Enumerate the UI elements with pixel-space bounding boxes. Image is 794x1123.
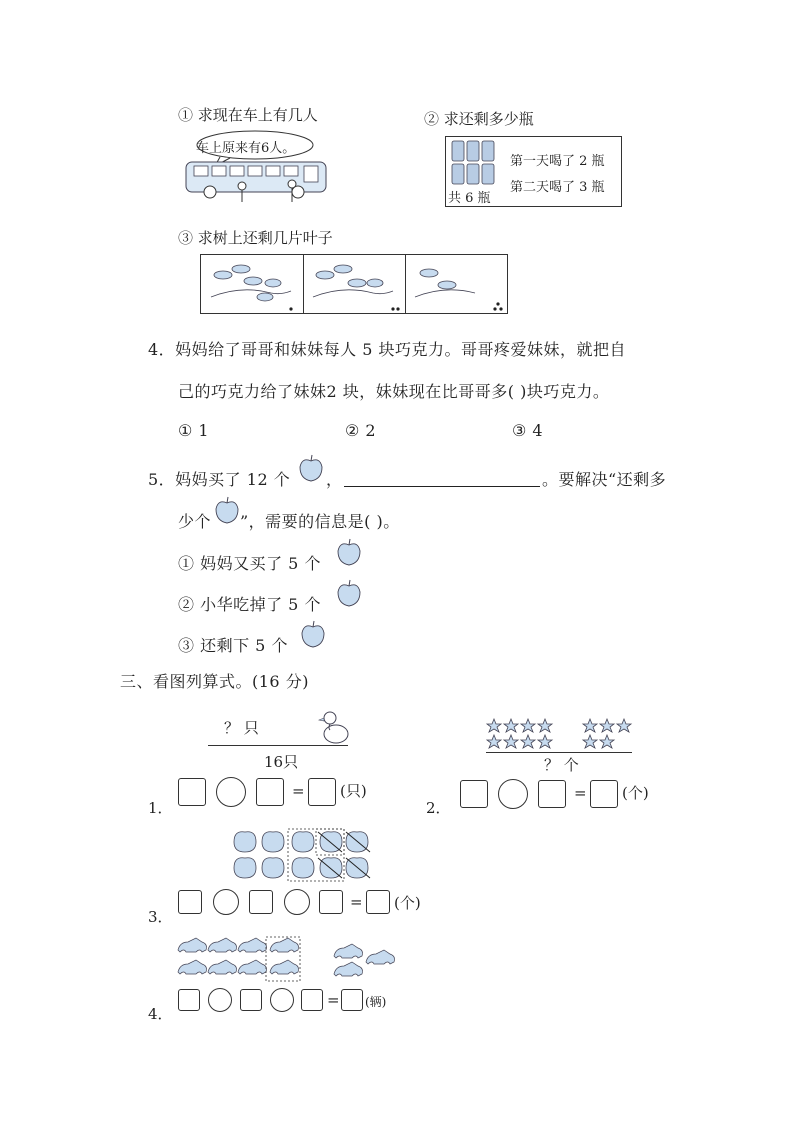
p4-answer-box-1[interactable]	[178, 989, 200, 1011]
p1-answer-box-1[interactable]	[178, 778, 206, 806]
leaves-label: ③ 求树上还剩几片叶子	[178, 229, 333, 247]
p4-number: 4．	[148, 1005, 173, 1023]
p3-unit: (个)	[394, 894, 421, 912]
q4-line1: 4．妈妈给了哥哥和妹妹每人 5 块巧克力。哥哥疼爱妹妹，就把自	[148, 340, 627, 359]
cars-icon	[176, 936, 398, 986]
q4-option-3[interactable]: ③ 4	[512, 421, 544, 440]
p1-answer-box-2[interactable]	[256, 778, 284, 806]
q4-option-2[interactable]: ② 2	[345, 421, 377, 440]
p2-bottom-label: ？ 个	[544, 756, 579, 774]
p2-equals: =	[574, 784, 587, 802]
p4-operator-circle-2[interactable]	[270, 988, 294, 1012]
q5-line2b: ”，需要的信息是( )。	[240, 512, 400, 531]
p1-operator-circle[interactable]	[216, 777, 246, 807]
q5-option-3[interactable]: ③ 还剩下 5 个	[178, 636, 288, 655]
p3-number: 3．	[148, 908, 173, 926]
q5-answer-blank[interactable]	[344, 486, 540, 487]
p4-unit: (辆)	[365, 995, 387, 1009]
p3-operator-circle-2[interactable]	[284, 889, 310, 915]
p2-answer-box-3[interactable]	[590, 780, 618, 808]
p2-brace-line	[486, 752, 632, 753]
section3-title: 三、看图列算式。(16 分)	[120, 672, 309, 691]
bottles-panel	[445, 136, 622, 207]
peaches-icon	[232, 828, 372, 886]
p2-answer-box-1[interactable]	[460, 780, 488, 808]
p1-top-label: ？ 只	[224, 719, 259, 737]
p1-unit: (只)	[340, 782, 367, 800]
p3-answer-box-3[interactable]	[319, 890, 343, 914]
p3-answer-box-4[interactable]	[366, 890, 390, 914]
p3-operator-circle-1[interactable]	[213, 889, 239, 915]
apple-icon	[300, 619, 326, 653]
q4-line2: 己的巧克力给了妹妹2 块，妹妹现在比哥哥多( )块巧克力。	[178, 382, 610, 401]
bottles-total: 共 6 瓶	[448, 191, 491, 206]
p1-answer-box-3[interactable]	[308, 778, 336, 806]
p2-number: 2．	[426, 799, 451, 817]
p1-brace-line	[208, 745, 348, 746]
stars-icon	[486, 718, 636, 756]
p3-answer-box-1[interactable]	[178, 890, 202, 914]
p4-answer-box-2[interactable]	[240, 989, 262, 1011]
bottles-day2: 第二天喝了 3 瓶	[510, 180, 605, 195]
p2-operator-circle[interactable]	[498, 779, 528, 809]
p1-bottom-label: 16只	[264, 753, 299, 771]
p2-answer-box-2[interactable]	[538, 780, 566, 808]
p3-equals: =	[350, 893, 363, 911]
apple-icon	[214, 495, 240, 529]
apple-icon	[298, 453, 324, 487]
p3-answer-box-2[interactable]	[249, 890, 273, 914]
p4-operator-circle-1[interactable]	[208, 988, 232, 1012]
bottles-day1: 第一天喝了 2 瓶	[510, 154, 605, 169]
p1-number: 1．	[148, 799, 173, 817]
q5-option-2[interactable]: ② 小华吃掉了 5 个	[178, 595, 321, 614]
q5-option-1[interactable]: ① 妈妈又买了 5 个	[178, 554, 321, 573]
bus-label: ① 求现在车上有几人	[178, 106, 318, 124]
p4-answer-box-4[interactable]	[341, 989, 363, 1011]
q5-line2a: 少个	[178, 512, 212, 531]
apple-icon	[336, 537, 362, 571]
q4-option-1[interactable]: ① 1	[178, 421, 210, 440]
p4-answer-box-3[interactable]	[301, 989, 323, 1011]
p1-equals: =	[292, 782, 305, 800]
q5-prefix: 5．妈妈买了 12 个	[148, 470, 291, 489]
q5-suffix: 。要解决“还剩多	[542, 470, 667, 489]
apple-icon	[336, 578, 362, 612]
bottles-label: ② 求还剩多少瓶	[424, 110, 534, 128]
bus-bubble-text: 车上原来有6人。	[196, 141, 296, 156]
p4-equals: =	[327, 991, 340, 1009]
p2-unit: (个)	[622, 784, 649, 802]
q5-comma: ，	[326, 470, 343, 489]
leaves-panel	[200, 254, 508, 314]
duck-icon	[318, 706, 350, 750]
